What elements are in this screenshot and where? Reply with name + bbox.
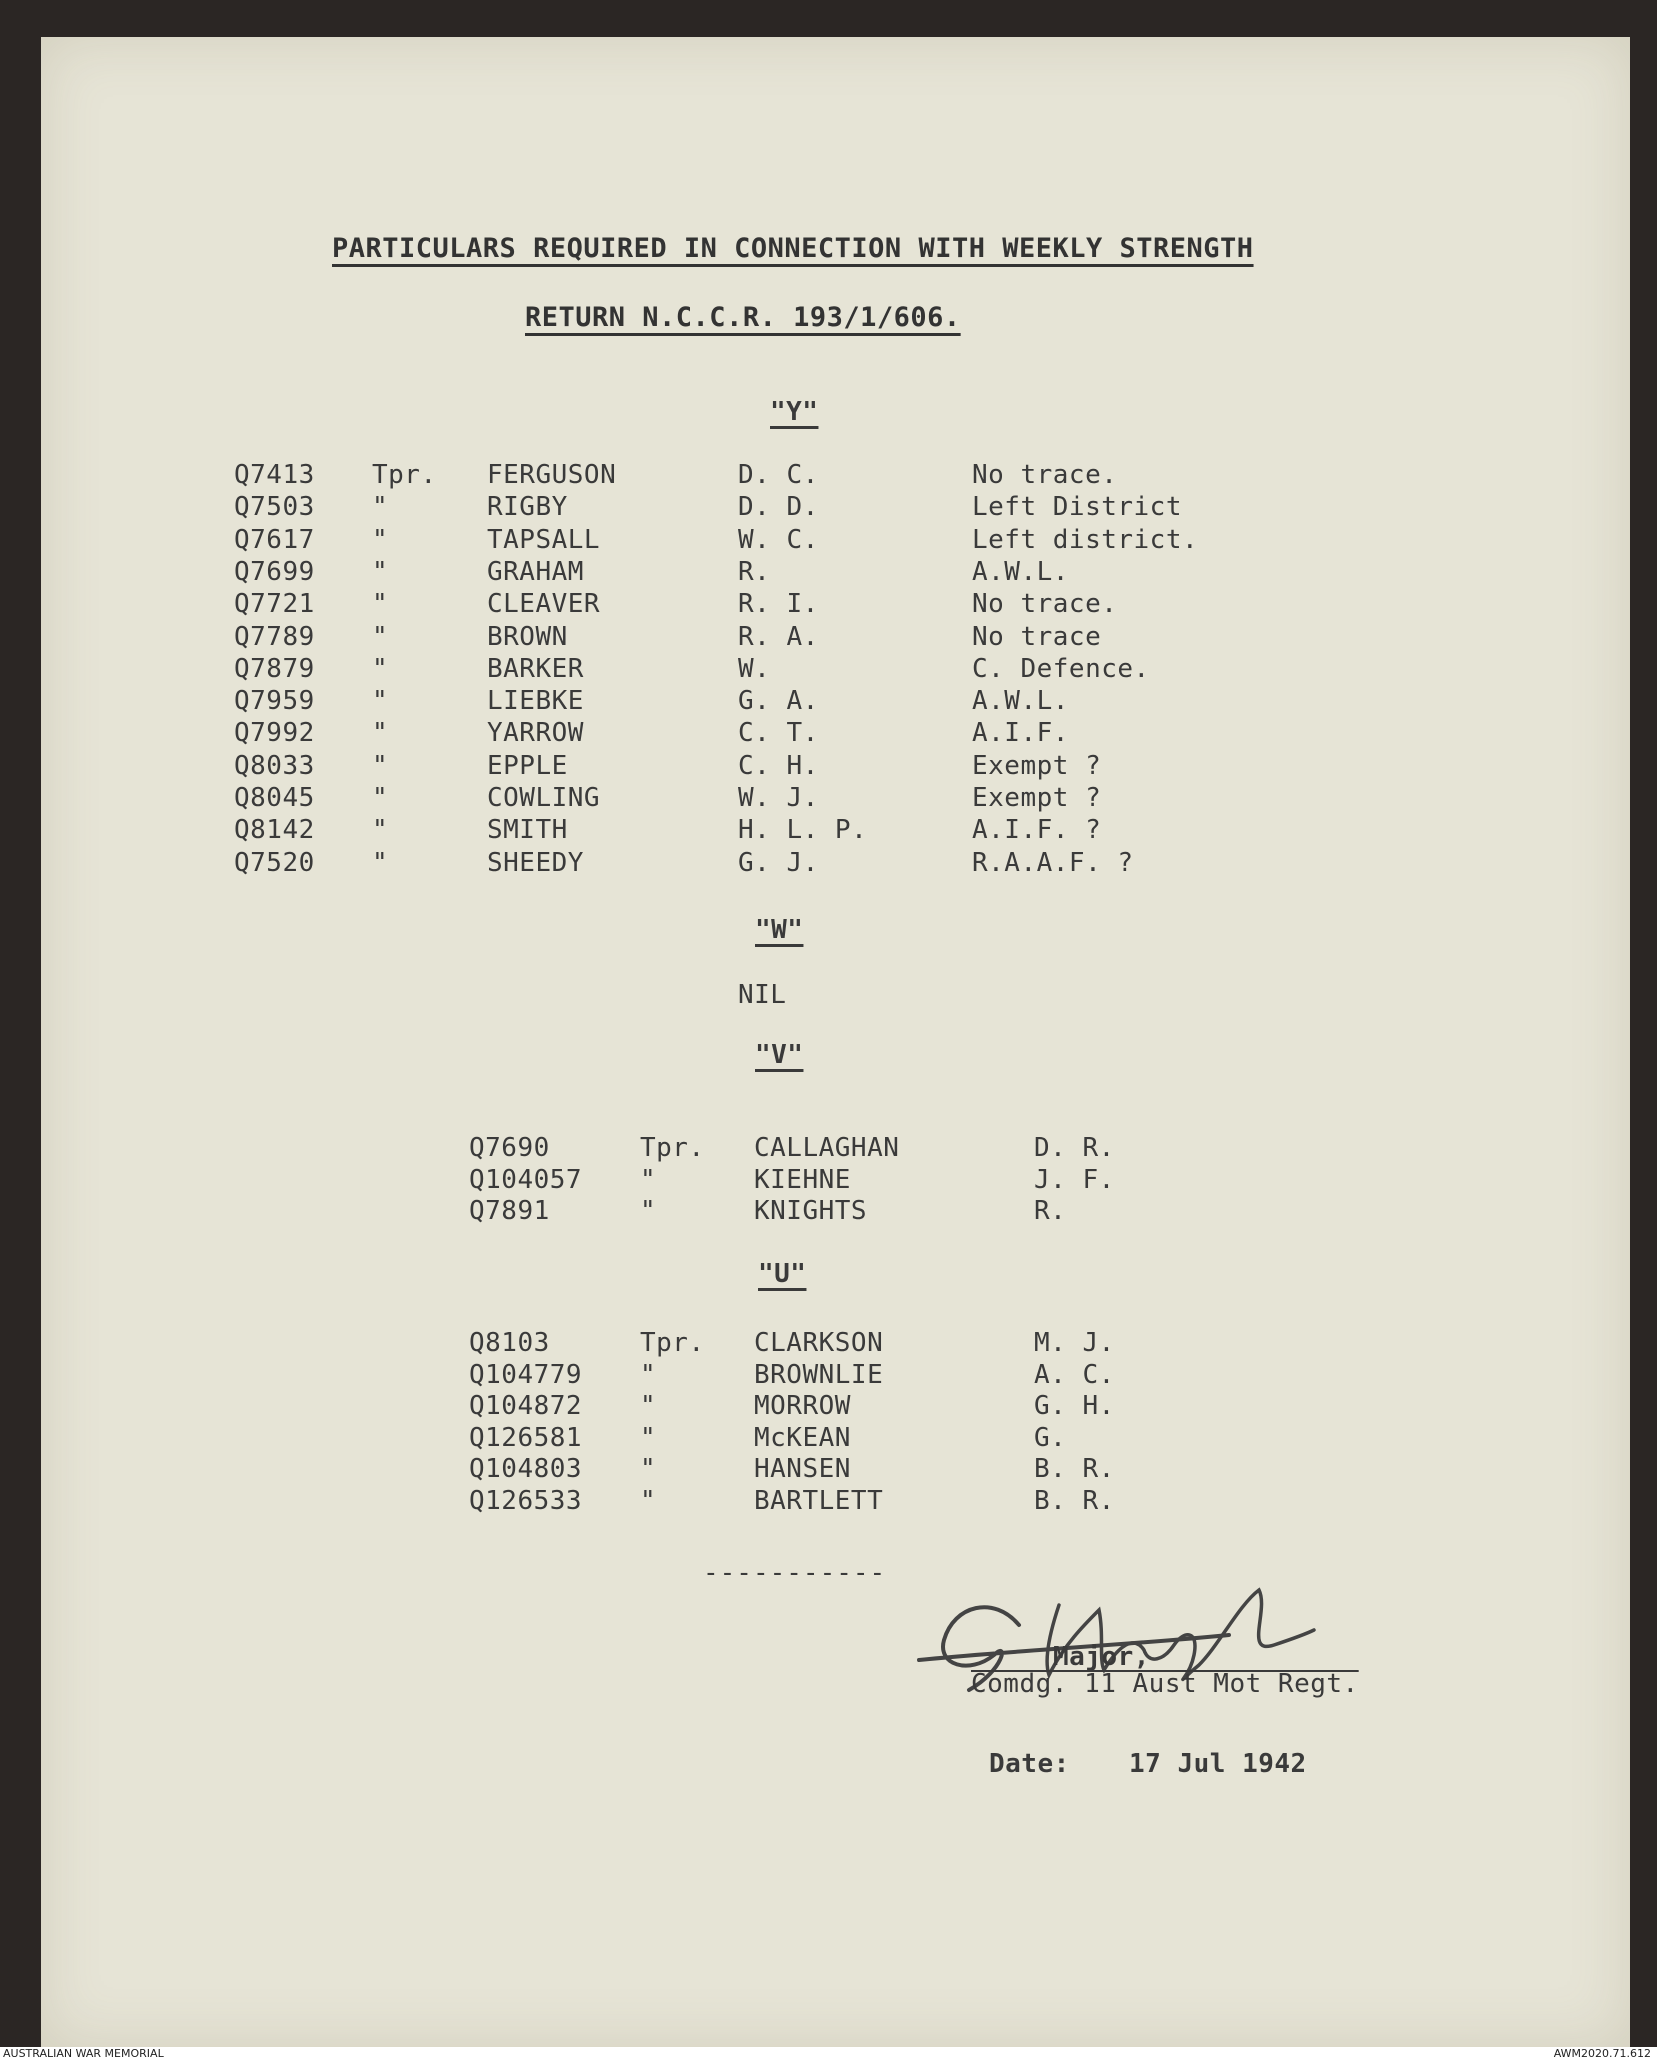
initials: D. C. (738, 460, 819, 490)
service-number: Q8103 (469, 1328, 550, 1358)
service-number: Q8045 (234, 783, 315, 813)
surname: TAPSALL (487, 524, 601, 555)
service-number: Q7699 (234, 556, 315, 587)
rank: " (640, 1454, 657, 1484)
section-heading-v: "V" (755, 1040, 804, 1070)
surname: CALLAGHAN (754, 1133, 900, 1163)
service-number: Q7413 (234, 460, 315, 490)
remark: A.W.L. (972, 556, 1069, 587)
closing-dashes: ----------- (703, 1558, 887, 1588)
surname: FERGUSON (487, 460, 617, 490)
service-number: Q7617 (234, 524, 315, 555)
rank: Tpr. (640, 1328, 705, 1358)
initials: R. A. (738, 621, 819, 652)
rank: " (372, 653, 389, 684)
surname: YARROW (487, 718, 584, 749)
remark: R.A.A.F. ? (972, 847, 1134, 878)
rank: " (372, 750, 389, 781)
initials: D. D. (738, 492, 819, 523)
rank: " (640, 1485, 657, 1516)
service-number: Q7721 (234, 589, 315, 620)
initials: A. C. (1034, 1359, 1115, 1390)
remark: No trace (972, 621, 1102, 652)
title-line-2: RETURN N.C.C.R. 193/1/606. (525, 302, 961, 333)
surname: CLEAVER (487, 589, 601, 620)
service-number: Q126533 (469, 1485, 583, 1516)
surname: SHEEDY (487, 847, 584, 878)
service-number: Q7879 (234, 653, 315, 684)
section-w-nil: NIL (738, 980, 787, 1010)
surname: MORROW (754, 1391, 851, 1421)
initials: R. (1034, 1196, 1067, 1226)
service-number: Q7520 (234, 847, 315, 878)
rank: " (640, 1164, 657, 1195)
initials: D. R. (1034, 1133, 1115, 1163)
date-value: 17 Jul 1942 (1129, 1749, 1307, 1779)
rank: " (640, 1196, 657, 1226)
surname: GRAHAM (487, 556, 584, 587)
remark: Left District (972, 492, 1182, 523)
initials: W. J. (738, 783, 819, 813)
service-number: Q104057 (469, 1164, 583, 1195)
remark: Exempt ? (972, 750, 1102, 781)
remark: A.W.L. (972, 686, 1069, 717)
initials: W. C. (738, 524, 819, 555)
initials: G. H. (1034, 1391, 1115, 1421)
remark: No trace. (972, 589, 1118, 620)
remark: No trace. (972, 460, 1118, 490)
service-number: Q7992 (234, 718, 315, 749)
rank: " (640, 1422, 657, 1453)
remark: C. Defence. (972, 653, 1150, 684)
rank: " (640, 1359, 657, 1390)
remark: Exempt ? (972, 783, 1102, 813)
initials: R. I. (738, 589, 819, 620)
service-number: Q7690 (469, 1133, 550, 1163)
rank: " (372, 718, 389, 749)
surname: KNIGHTS (754, 1196, 868, 1226)
service-number: Q7891 (469, 1196, 550, 1226)
rank: " (372, 524, 389, 555)
signatory-rank: Major, (1053, 1642, 1150, 1672)
surname: McKEAN (754, 1422, 851, 1453)
initials: C. H. (738, 750, 819, 781)
surname: HANSEN (754, 1454, 851, 1484)
title-line-1: PARTICULARS REQUIRED IN CONNECTION WITH WEEKLY STRENGTH (332, 233, 1254, 264)
section-heading-y: "Y" (770, 397, 819, 427)
service-number: Q104779 (469, 1359, 583, 1390)
initials: B. R. (1034, 1454, 1115, 1484)
remark: A.I.F. ? (972, 815, 1102, 846)
surname: BROWNLIE (754, 1359, 884, 1390)
remark: A.I.F. (972, 718, 1069, 749)
initials: C. T. (738, 718, 819, 749)
surname: COWLING (487, 783, 601, 813)
signatory-appointment: Comdg. 11 Aust Mot Regt. (971, 1669, 1359, 1699)
rank: " (372, 621, 389, 652)
service-number: Q7503 (234, 492, 315, 523)
service-number: Q104803 (469, 1454, 583, 1484)
section-heading-w: "W" (755, 915, 804, 945)
service-number: Q8033 (234, 750, 315, 781)
rank: " (372, 686, 389, 717)
rank: " (640, 1391, 657, 1421)
rank: Tpr. (372, 460, 437, 490)
rank: " (372, 783, 389, 813)
archive-reference: AWM2020.71.612 (1553, 2047, 1651, 2060)
archive-name: AUSTRALIAN WAR MEMORIAL (3, 2047, 164, 2060)
archive-footer (0, 2047, 1657, 2061)
surname: BROWN (487, 621, 568, 652)
surname: CLARKSON (754, 1328, 884, 1358)
rank: Tpr. (640, 1133, 705, 1163)
initials: M. J. (1034, 1328, 1115, 1358)
rank: " (372, 815, 389, 846)
service-number: Q126581 (469, 1422, 583, 1453)
document-sheet (41, 37, 1630, 2047)
surname: KIEHNE (754, 1164, 851, 1195)
rank: " (372, 556, 389, 587)
initials: R. (738, 556, 771, 587)
surname: RIGBY (487, 492, 568, 523)
initials: G. J. (738, 847, 819, 878)
service-number: Q7789 (234, 621, 315, 652)
surname: LIEBKE (487, 686, 584, 717)
surname: SMITH (487, 815, 568, 846)
initials: B. R. (1034, 1485, 1115, 1516)
section-heading-u: "U" (758, 1259, 807, 1289)
initials: J. F. (1034, 1164, 1115, 1195)
rank: " (372, 847, 389, 878)
initials: G. (1034, 1422, 1067, 1453)
service-number: Q8142 (234, 815, 315, 846)
surname: BARKER (487, 653, 584, 684)
service-number: Q7959 (234, 686, 315, 717)
initials: H. L. P. (738, 815, 868, 846)
date-label: Date: (989, 1749, 1070, 1779)
rank: " (372, 492, 389, 523)
surname: EPPLE (487, 750, 568, 781)
initials: G. A. (738, 686, 819, 717)
rank: " (372, 589, 389, 620)
surname: BARTLETT (754, 1485, 884, 1516)
service-number: Q104872 (469, 1391, 583, 1421)
remark: Left district. (972, 524, 1199, 555)
initials: W. (738, 653, 771, 684)
